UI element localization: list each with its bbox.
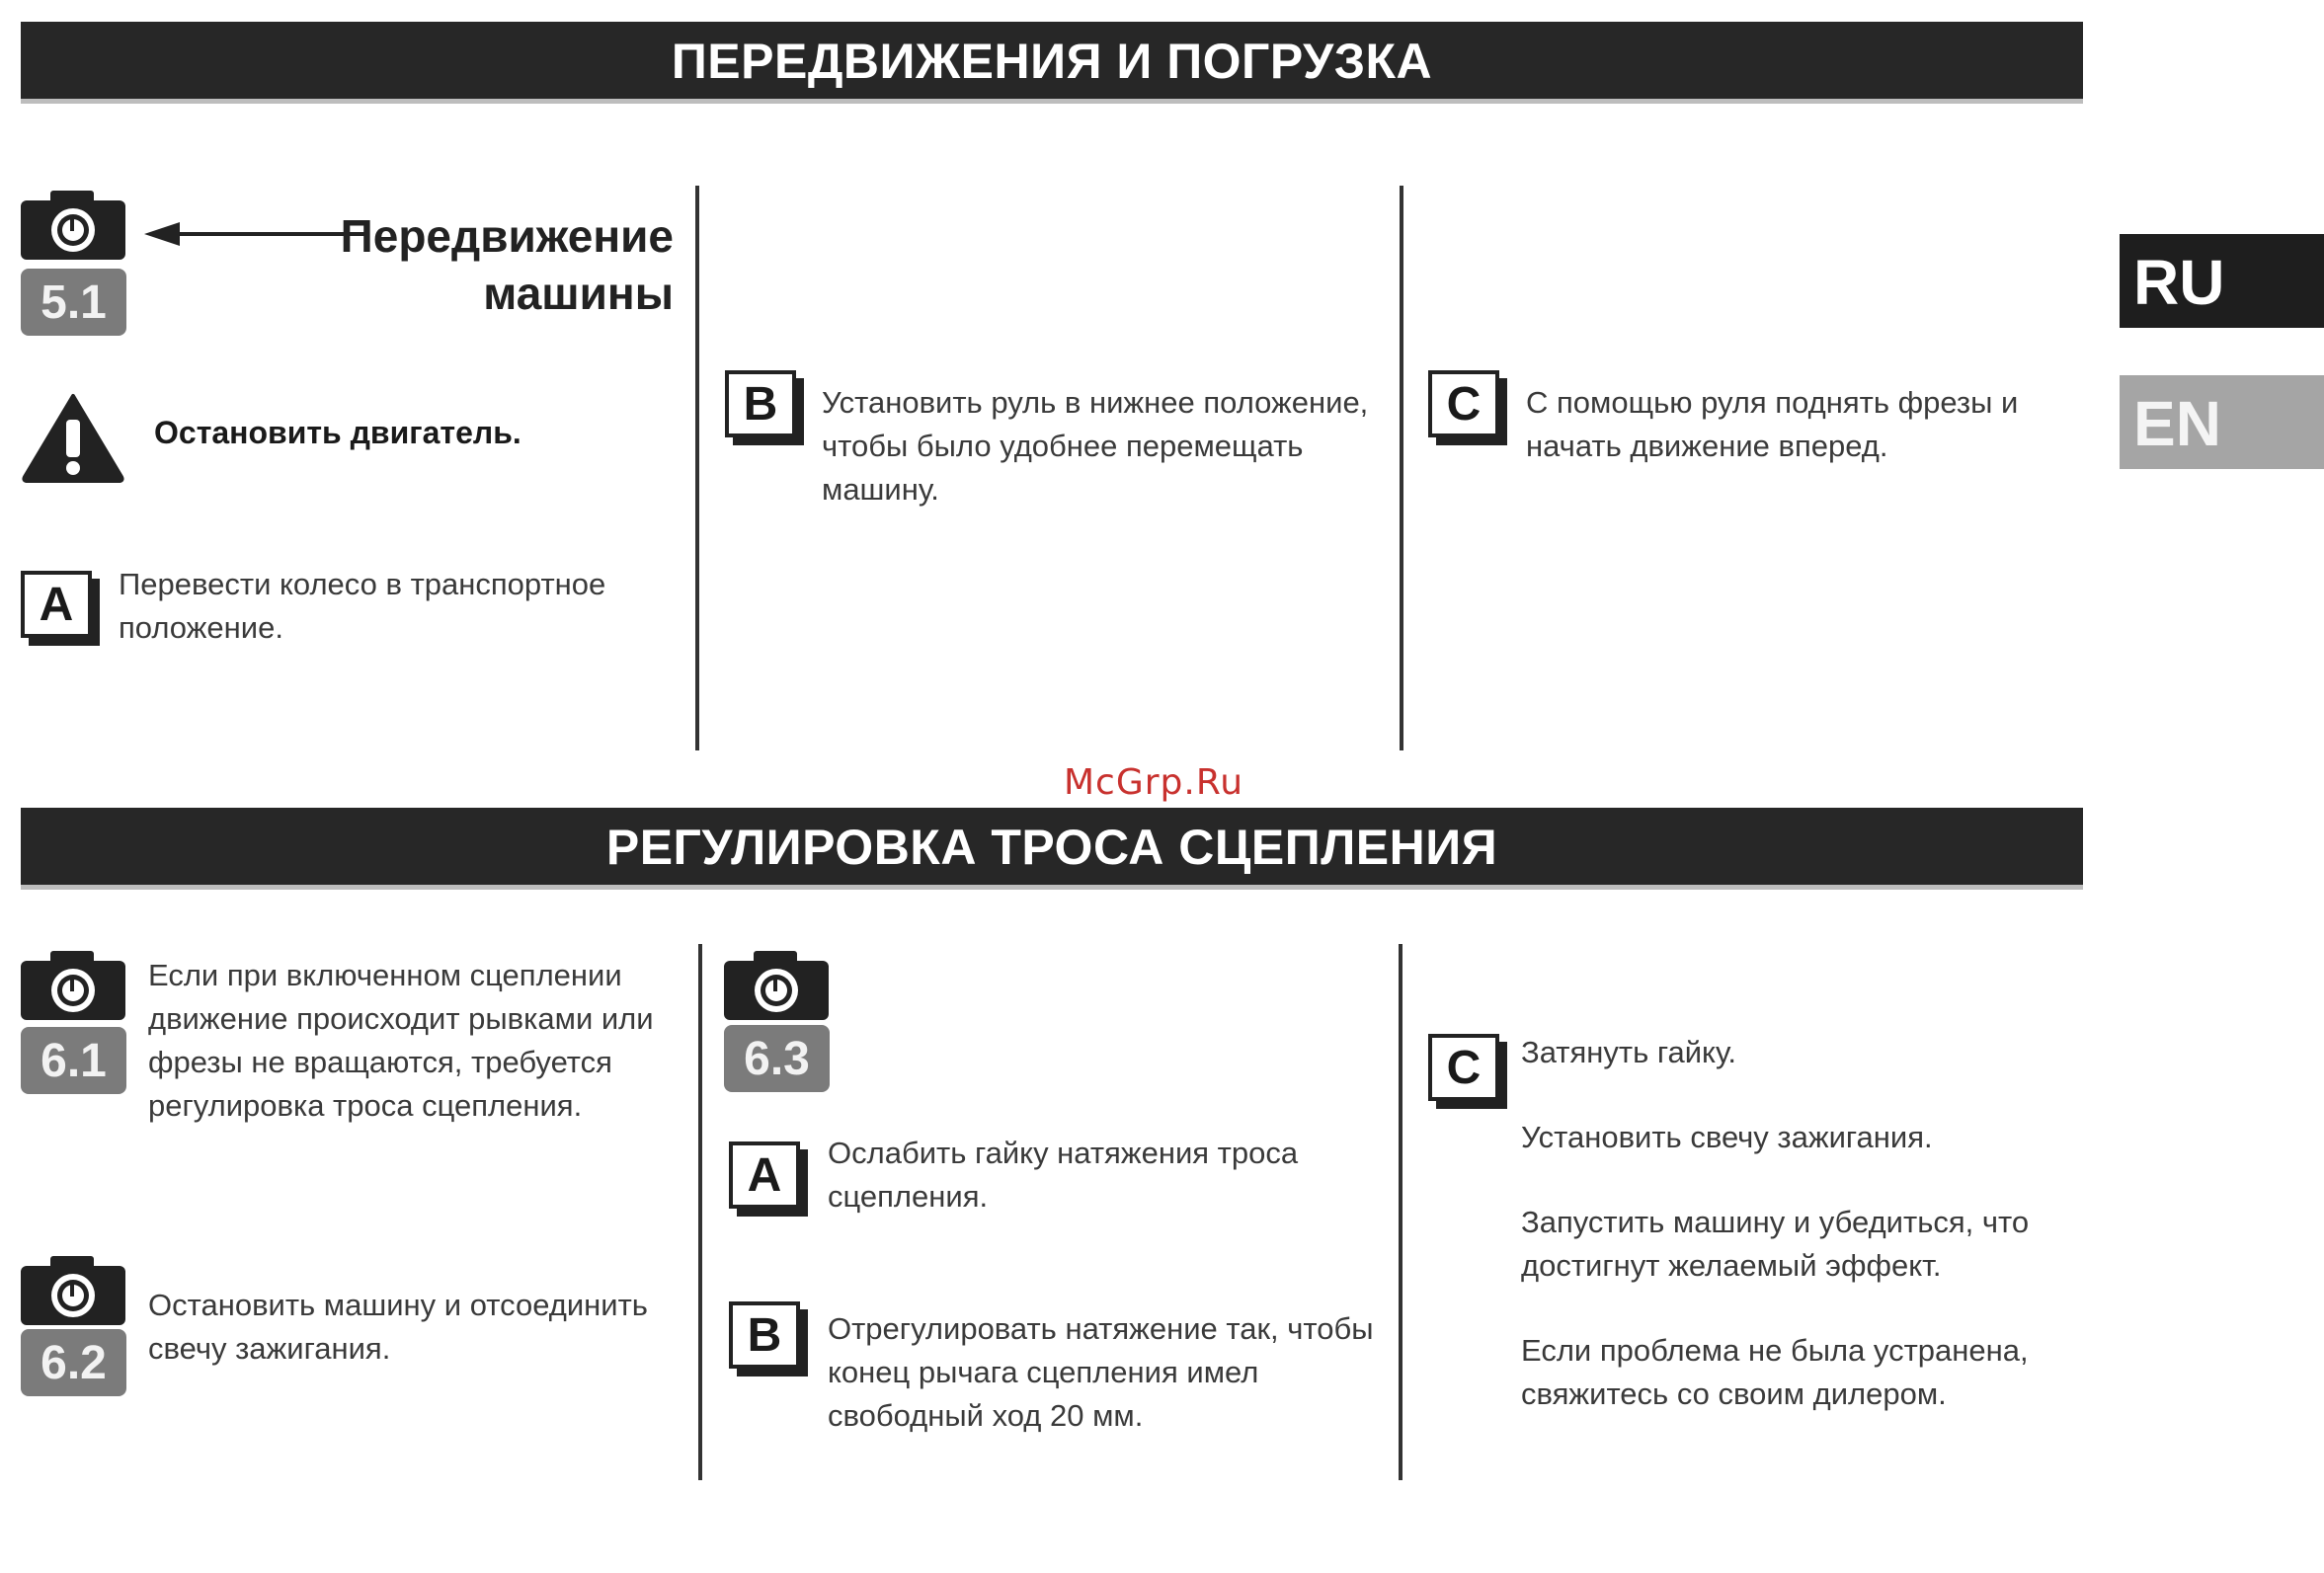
heading-line: машины: [483, 268, 674, 319]
step-letter-b: B: [725, 370, 796, 437]
warning-text: Остановить двигатель.: [154, 415, 521, 450]
step-a-text: [828, 1132, 1298, 1219]
text-line: фрезы не вращаются, требуется: [148, 1045, 612, 1079]
watermark: McGrp.Ru: [1064, 762, 1244, 803]
camera-icon: [724, 951, 829, 1020]
column-divider: [1399, 944, 1402, 1480]
step-badge-6-1: 6.1: [21, 1027, 126, 1094]
step-letter-c: C: [1428, 1034, 1499, 1101]
step-badge-5-1: 5.1: [21, 269, 126, 336]
text-line: Затянуть гайку.: [1521, 1035, 1736, 1069]
text-line: Ослабить гайку натяжения троса: [828, 1136, 1299, 1170]
text-line: регулировка троса сцепления.: [148, 1088, 583, 1123]
section-title-clutch-cable: РЕГУЛИРОВКА ТРОСА СЦЕПЛЕНИЯ: [21, 808, 2083, 885]
text-line: конец рычага сцепления имел: [828, 1355, 1259, 1389]
text-line: достигнут желаемый эффект.: [1521, 1248, 1942, 1283]
text-line: Установить свечу зажигания.: [1521, 1120, 1933, 1154]
text-line: свободный ход 20 мм.: [828, 1398, 1144, 1433]
step-letter-a: A: [729, 1141, 800, 1209]
column-divider: [1400, 186, 1403, 750]
step-letter-c: C: [1428, 370, 1499, 437]
column-divider: [698, 944, 702, 1480]
camera-icon: [21, 951, 125, 1020]
camera-icon: [21, 191, 125, 260]
text-line: свечу зажигания.: [148, 1331, 391, 1366]
step-letter-b: B: [729, 1301, 800, 1369]
warning-icon: [21, 392, 125, 483]
text-line: начать движение вперед.: [1526, 429, 1888, 463]
language-tab-en[interactable]: EN: [2120, 375, 2324, 469]
text-line: Установить руль в нижнее положение,: [822, 385, 1369, 420]
text-line: свяжитесь со своим дилером.: [1521, 1376, 1947, 1411]
step-6-2-text: [148, 1284, 648, 1371]
text-line: сцепления.: [828, 1179, 989, 1214]
heading-line: Передвижение: [340, 210, 674, 262]
step-badge-6-3: 6.3: [724, 1025, 830, 1092]
text-line: чтобы было удобнее перемещать: [822, 429, 1304, 463]
step-b-text: [822, 381, 1368, 511]
column-divider: [695, 186, 699, 750]
camera-icon: [21, 1256, 125, 1325]
step-b-text: [828, 1307, 1374, 1438]
heading-transport: [296, 207, 674, 322]
step-c-text: [1521, 1031, 2029, 1416]
text-line: движение происходит рывками или: [148, 1001, 654, 1036]
step-badge-6-2: 6.2: [21, 1329, 126, 1396]
language-tab-ru[interactable]: RU: [2120, 234, 2324, 328]
text-line: Если при включенном сцеплении: [148, 958, 622, 992]
step-a-text: [119, 563, 605, 650]
text-line: Перевести колесо в транспортное: [119, 567, 606, 601]
step-6-1-text: [148, 954, 654, 1128]
text-line: машину.: [822, 472, 939, 507]
text-line: положение.: [119, 610, 283, 645]
section-title-transport: ПЕРЕДВИЖЕНИЯ И ПОГРУЗКА: [21, 22, 2083, 99]
text-line: С помощью руля поднять фрезы и: [1526, 385, 2019, 420]
step-c-text: [1526, 381, 2018, 468]
text-line: Остановить машину и отсоединить: [148, 1288, 648, 1322]
text-line: Запустить машину и убедиться, что: [1521, 1205, 2030, 1239]
text-line: Отрегулировать натяжение так, чтобы: [828, 1311, 1374, 1346]
text-line: Если проблема не была устранена,: [1521, 1333, 2029, 1368]
step-letter-a: A: [21, 571, 92, 638]
